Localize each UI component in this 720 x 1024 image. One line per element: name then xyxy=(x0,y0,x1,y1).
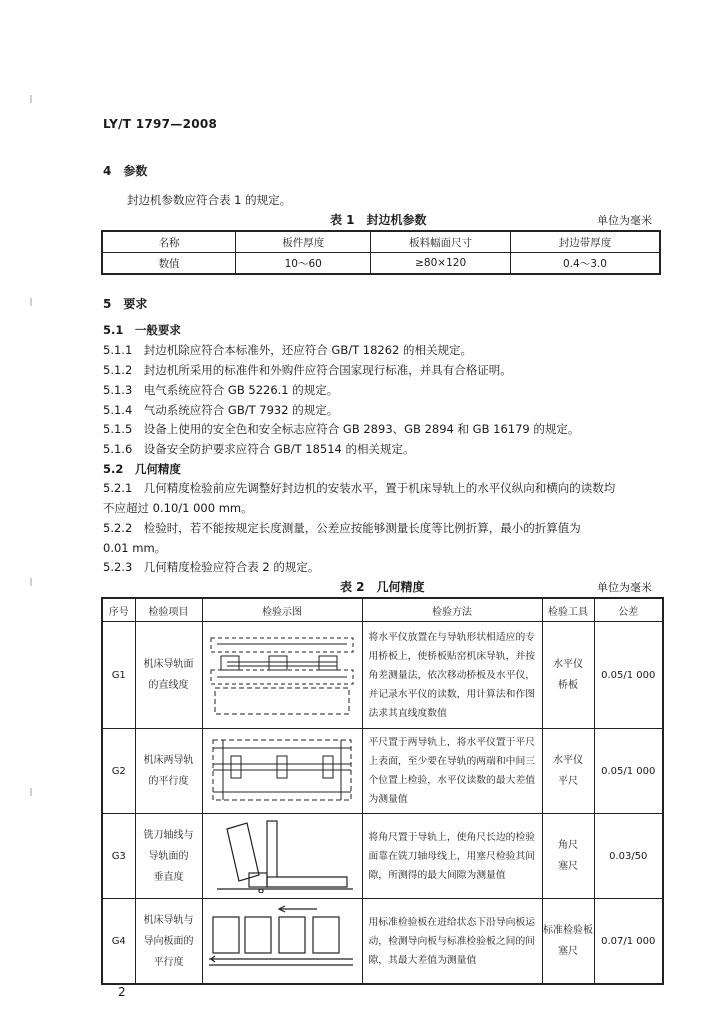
table1-header-cell: 封边带厚度 xyxy=(510,231,660,253)
inspection-diagram xyxy=(202,899,362,985)
inspection-item: 机床两导轨 的平行度 xyxy=(135,729,202,814)
perpendicularity-diagram xyxy=(207,817,357,893)
page-number: 2 xyxy=(118,985,126,999)
clause-5-1-5: 5.1.5 设备上使用的安全色和安全标志应符合 GB 2893、GB 2894 和 GB 16179 的规定。 xyxy=(103,422,580,436)
table2-header-cell: 检验方法 xyxy=(362,598,542,622)
straightness-diagram xyxy=(207,628,357,720)
tolerance: 0.03/50 xyxy=(594,814,663,899)
table2-header-cell: 序号 xyxy=(102,598,135,622)
inspection-diagram xyxy=(202,622,362,729)
table1-header-row xyxy=(102,231,660,253)
standard-header: LY/T 1797—2008 xyxy=(103,117,218,131)
margin-mark xyxy=(30,578,32,586)
row-number: G2 xyxy=(102,729,135,814)
table2-unit: 单位为毫米 xyxy=(597,581,652,594)
margin-mark xyxy=(30,298,32,306)
guide-parallelism-diagram xyxy=(207,905,357,975)
clause-5-1-3: 5.1.3 电气系统应符合 GB 5226.1 的规定。 xyxy=(103,383,339,397)
row-number: G1 xyxy=(102,622,135,729)
section-4-title: 4 参数 xyxy=(103,164,148,178)
inspection-diagram xyxy=(202,814,362,899)
clause-5-1-4: 5.1.4 气动系统应符合 GB/T 7932 的规定。 xyxy=(103,403,339,417)
table1-data-row xyxy=(102,253,660,275)
tolerance: 0.05/1 000 xyxy=(594,622,663,729)
clause-5-1-6: 5.1.6 设备安全防护要求应符合 GB/T 18514 的相关规定。 xyxy=(103,442,415,456)
inspection-method: 平尺置于两导轨上，将水平仪置于平尺上表面，至少要在导轨的两端和中间三个位置上检验，水平仪读数的最大差值为测量值 xyxy=(362,729,542,814)
table1-cell: 数值 xyxy=(102,253,236,275)
table1-cell: 10～60 xyxy=(236,253,371,275)
clause-5-1-2: 5.1.2 封边机所采用的标准件和外购件应符合国家现行标准，并具有合格证明。 xyxy=(103,363,512,377)
section-5-title: 5 要求 xyxy=(103,297,148,311)
section-4-text: 封边机参数应符合表 1 的规定。 xyxy=(127,193,292,207)
clause-5-2-1: 5.2.1 几何精度检验前应先调整好封边机的安装水平，置于机床导轨上的水平仪纵向和横向的读数均 xyxy=(103,481,616,495)
table2-caption: 表 2 几何精度 xyxy=(340,580,425,594)
inspection-method: 用标准检验板在进给状态下沿导向板运动，检测导向板与标准检验板之间的间隙，其最大差值为测量值 xyxy=(362,899,542,985)
table2 xyxy=(101,597,664,985)
table1-header-cell: 名称 xyxy=(102,231,236,253)
inspection-method: 将水平仪放置在与导轨形状相适应的专用桥板上，使桥板贴窑机床导轨，并按角差测量法，依次移动桥板及水平仪，并记录水平仪的读数，用计算法和作图法求其直线度数值 xyxy=(362,622,542,729)
table1-header-cell: 板料幅面尺寸 xyxy=(371,231,511,253)
clause-5-2-1-cont: 不应超过 0.10/1 000 mm。 xyxy=(103,501,253,515)
row-number: G3 xyxy=(102,814,135,899)
inspection-diagram xyxy=(202,729,362,814)
clause-5-1: 5.1 一般要求 xyxy=(103,323,181,337)
inspection-method: 将角尺置于导轨上，使角尺长边的检验面靠在铣刀轴母线上，用塞尺检验其间隙，所测得的最大间隙为测量值 xyxy=(362,814,542,899)
table1-unit: 单位为毫米 xyxy=(597,214,652,227)
inspection-tool: 水平仪 桥板 xyxy=(542,622,594,729)
table2-header-row xyxy=(102,598,663,622)
inspection-tool: 标准检验板 塞尺 xyxy=(542,899,594,985)
inspection-item: 机床导轨与 导向板面的 平行度 xyxy=(135,899,202,985)
table-row xyxy=(102,814,663,899)
clause-5-2-2: 5.2.2 检验时，若不能按规定长度测量，公差应按能够测量长度等比例折算，最小的折算值为 xyxy=(103,521,581,535)
clause-5-1-1: 5.1.1 封边机除应符合本标准外，还应符合 GB/T 18262 的相关规定。 xyxy=(103,343,473,357)
margin-mark xyxy=(30,95,32,103)
inspection-tool: 角尺 塞尺 xyxy=(542,814,594,899)
clause-5-2: 5.2 几何精度 xyxy=(103,462,181,476)
tolerance: 0.07/1 000 xyxy=(594,899,663,985)
table1-header-cell: 板件厚度 xyxy=(236,231,371,253)
tolerance: 0.05/1 000 xyxy=(594,729,663,814)
clause-5-2-2-cont: 0.01 mm。 xyxy=(103,541,167,555)
clause-5-2-3: 5.2.3 几何精度检验应符合表 2 的规定。 xyxy=(103,560,320,574)
table2-header-cell: 检验项目 xyxy=(135,598,202,622)
table1-caption: 表 1 封边机参数 xyxy=(330,213,427,227)
inspection-item: 铣刀轴线与 导轨面的 垂直度 xyxy=(135,814,202,899)
table-row xyxy=(102,622,663,729)
table-row xyxy=(102,899,663,985)
margin-mark xyxy=(30,788,32,796)
inspection-item: 机床导轨面 的直线度 xyxy=(135,622,202,729)
table-row xyxy=(102,729,663,814)
table1 xyxy=(101,230,661,275)
table2-header-cell: 检验工具 xyxy=(542,598,594,622)
table2-header-cell: 公差 xyxy=(594,598,663,622)
row-number: G4 xyxy=(102,899,135,985)
table1-cell: 0.4～3.0 xyxy=(510,253,660,275)
inspection-tool: 水平仪 平尺 xyxy=(542,729,594,814)
table2-header-cell: 检验示图 xyxy=(202,598,362,622)
table1-cell: ≥80×120 xyxy=(371,253,511,275)
parallelism-diagram xyxy=(207,734,357,806)
